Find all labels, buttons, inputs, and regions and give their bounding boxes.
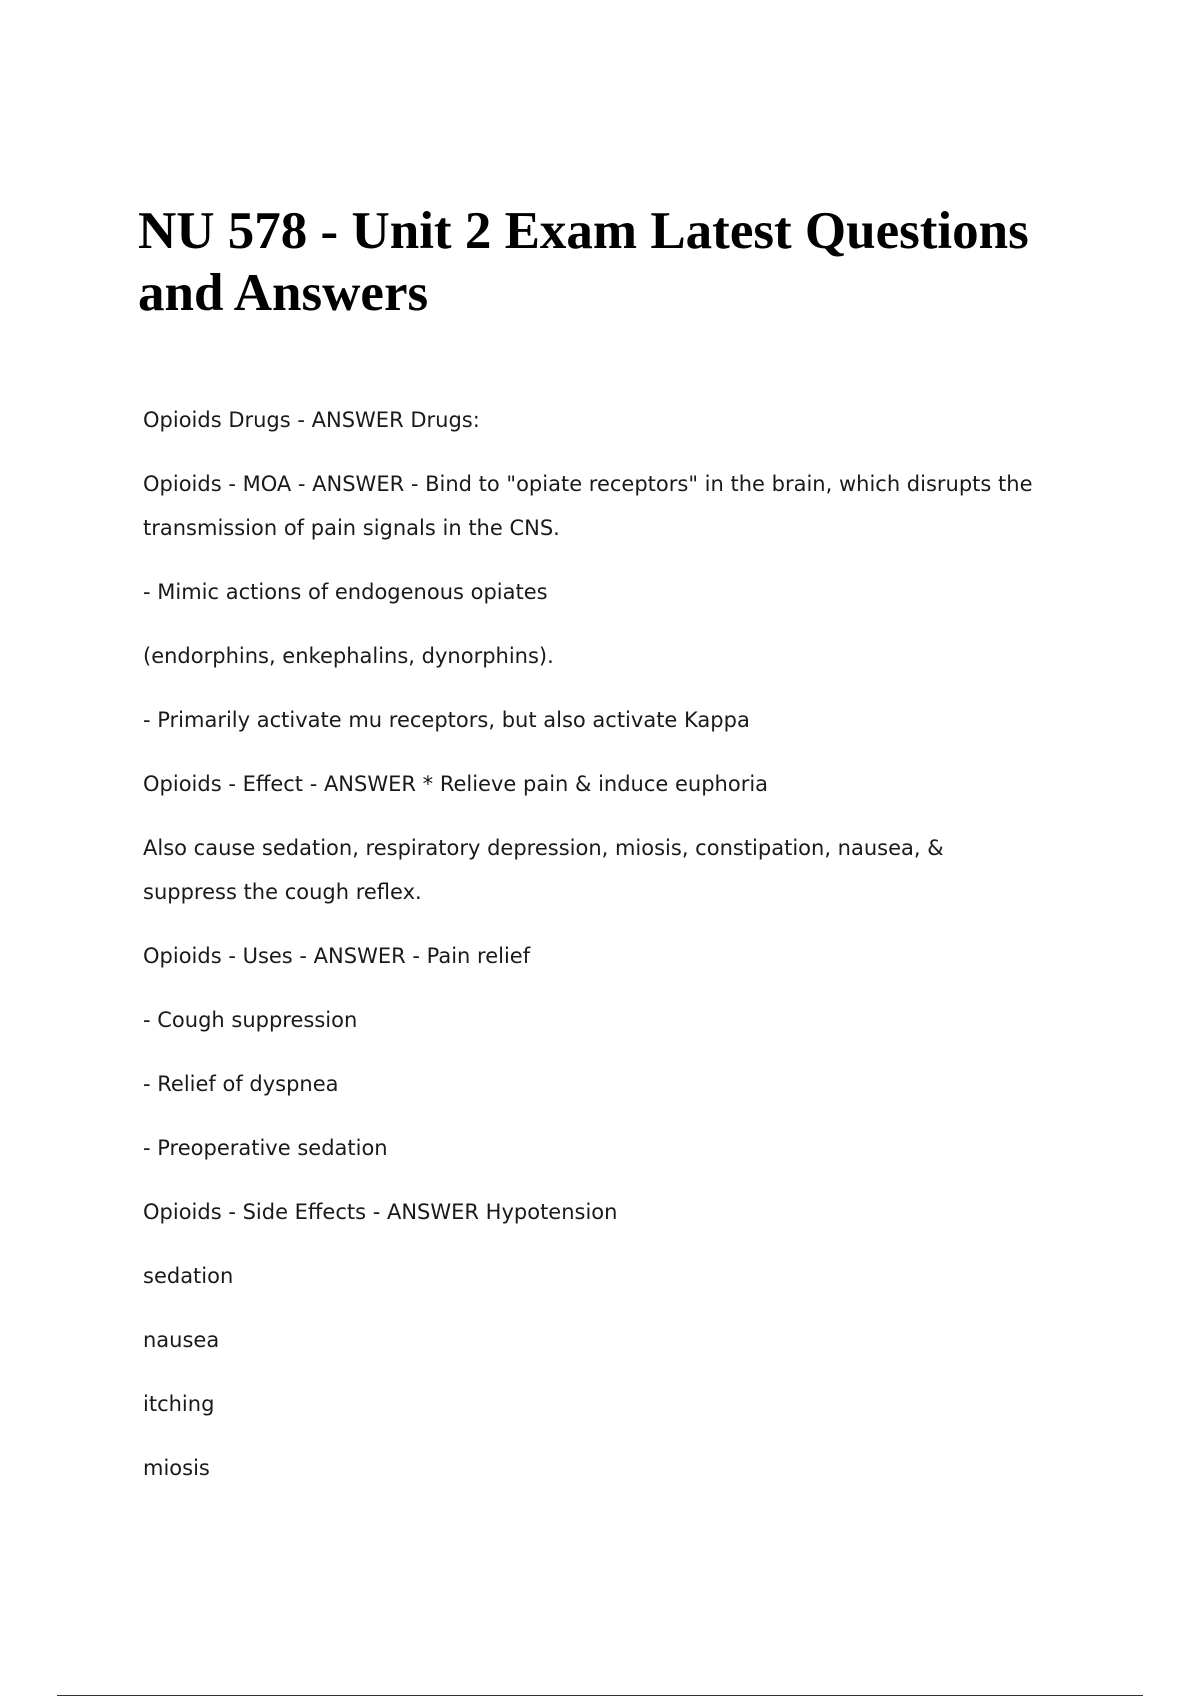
document-body (143, 398, 1043, 1510)
paragraph-cough-suppression: - Cough suppression (143, 1008, 358, 1032)
paragraph-also-cause: Also cause sedation, respiratory depression, miosis, constipation, nausea, & suppress the cough reflex. (143, 836, 944, 904)
paragraph-opioids-effect: Opioids - Effect - ANSWER * Relieve pain & induce euphoria (143, 772, 769, 796)
paragraph-opioids-uses: Opioids - Uses - ANSWER - Pain relief (143, 944, 531, 968)
paragraph-mu-receptors: - Primarily activate mu receptors, but also activate Kappa (143, 708, 750, 732)
page-title: NU 578 - Unit 2 Exam Latest Questions and Answers (138, 202, 1029, 322)
paragraph-mimic-actions: - Mimic actions of endogenous opiates (143, 580, 548, 604)
paragraph-opioids-moa: Opioids - MOA - ANSWER - Bind to "opiate receptors" in the brain, which disrupts the transmission of pain signals in the CNS. (143, 472, 1033, 540)
paragraph-sedation: sedation (143, 1264, 234, 1288)
paragraph-itching: itching (143, 1392, 215, 1416)
paragraph-miosis: miosis (143, 1456, 210, 1480)
footer-divider (57, 1695, 1143, 1696)
paragraph-relief-dyspnea: - Relief of dyspnea (143, 1072, 339, 1096)
paragraph-opioids-drugs: Opioids Drugs - ANSWER Drugs: (143, 408, 480, 432)
paragraph-nausea: nausea (143, 1328, 220, 1352)
paragraph-side-effects: Opioids - Side Effects - ANSWER Hypotension (143, 1200, 618, 1224)
paragraph-preoperative-sedation: - Preoperative sedation (143, 1136, 388, 1160)
paragraph-endorphins: (endorphins, enkephalins, dynorphins). (143, 644, 554, 668)
